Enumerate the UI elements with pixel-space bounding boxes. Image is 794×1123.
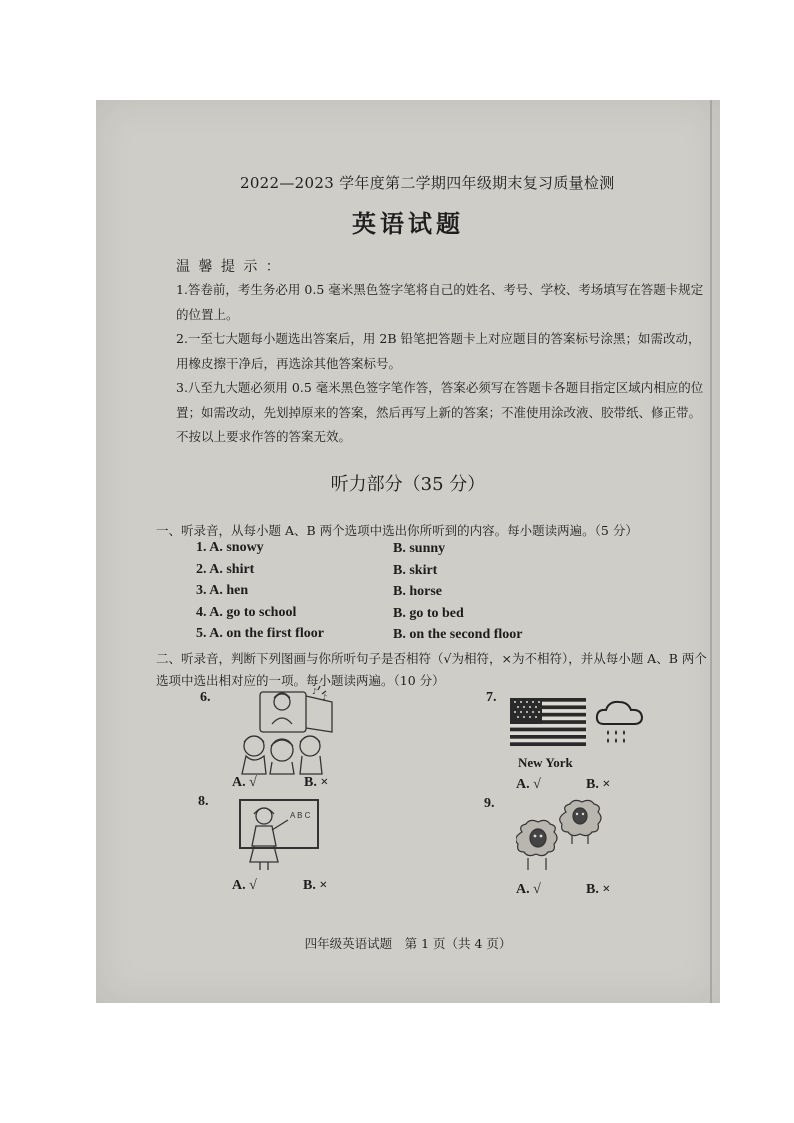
tip-item-1: 1.答卷前，考生务必用 0.5 毫米黑色签字笔将自己的姓名、考号、学校、考场填写在答题卡规定的位置上。 [176,282,704,322]
two-sheep-icon [516,798,606,880]
american-flag-icon [510,698,586,746]
q1-option-b: B. sunny [393,541,446,556]
exam-title: 英语试题 [352,209,464,238]
item9-number: 9. [484,796,495,811]
exam-paper [96,100,720,1003]
item6-option-a: A. √ [232,775,257,790]
classroom-teacher-students-icon [236,684,336,776]
item8-option-b: B. × [303,878,328,893]
item9-option-b: B. × [586,882,611,897]
blackboard-letters: A B C [290,811,311,820]
page-footer: 四年级英语试题 第 1 页（共 4 页） [304,936,512,951]
exam-subtitle: 2022—2023 学年度第二学期四年级期末复习质量检测 [240,174,615,192]
svg-text:♪: ♪ [322,693,328,702]
item6-number: 6. [200,690,211,705]
q2-option-b: B. skirt [393,563,438,578]
part2-instruction: 二、听录音，判断下列图画与你所听句子是否相符（√为相符，×为不相符），并从每小题 A、B 两个选项中选出相对应的一项。每小题读两遍。（10 分） [156,651,707,688]
q4-option-a: 4. A. go to school [196,605,297,620]
item6-option-b: B. × [304,775,329,790]
item8-option-a: A. √ [232,878,257,893]
q3-option-b: B. horse [393,584,442,599]
q5-option-a: 5. A. on the first floor [196,626,324,641]
q5-option-b: B. on the second floor [393,627,523,642]
item7-caption: New York [518,755,573,770]
item8-number: 8. [198,794,209,809]
tip-item-3: 3.八至九大题必须用 0.5 毫米黑色签字笔作答，答案必须写在答题卡各题目指定区域内相应的位置；如需改动，先划掉原来的答案，然后再写上新的答案；不准使用涂改液、胶带纸、修正带。不按以上要求作答的答案无效。 [176,380,704,444]
tip-item-2: 2.一至七大题每小题选出答案后，用 2B 铅笔把答题卡上对应题目的答案标号涂黑；如需改动，用橡皮擦干净后，再选涂其他答案标号。 [176,331,701,371]
listening-section-title: 听力部分（35 分） [330,474,486,495]
q2-option-a: 2. A. shirt [196,562,255,577]
item7-option-a: A. √ [516,777,541,792]
item7-option-b: B. × [586,777,611,792]
teacher-blackboard-icon [236,798,320,872]
svg-text:♪: ♪ [312,687,318,696]
tips-heading: 温 馨 提 示 ： [176,259,282,275]
q1-option-a: 1. A. snowy [196,540,264,555]
q4-option-b: B. go to bed [393,606,464,621]
part1-instruction: 一、听录音，从每小题 A、B 两个选项中选出你所听到的内容。每小题读两遍。（5 分） [156,523,638,538]
item7-number: 7. [486,690,497,705]
q3-option-a: 3. A. hen [196,583,249,598]
rain-cloud-icon [594,698,646,748]
item9-option-a: A. √ [516,882,541,897]
